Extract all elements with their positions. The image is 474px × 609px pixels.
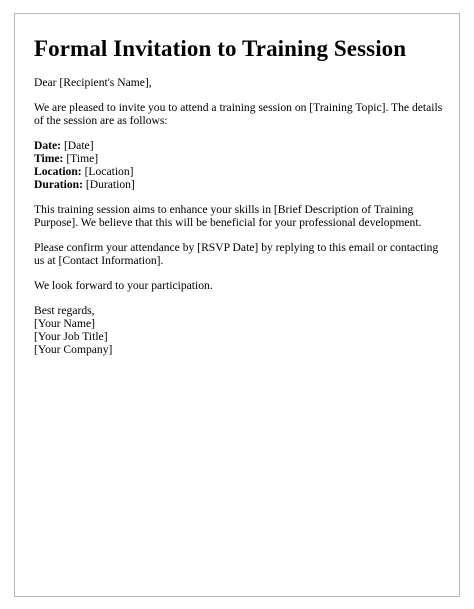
purpose-paragraph: This training session aims to enhance your skills in [Brief Description of Training Purpose]. We believe that this will be beneficial for your professional development.	[34, 203, 422, 229]
detail-value: [Location]	[81, 165, 134, 178]
letter-title: Formal Invitation to Training Session	[34, 36, 407, 61]
detail-label: Date:	[34, 139, 62, 152]
letter-page	[14, 13, 460, 597]
detail-value: [Duration]	[82, 178, 135, 191]
detail-location	[34, 165, 444, 178]
intro-paragraph: We are pleased to invite you to attend a training session on [Training Topic]. The details of the session are as follows:	[34, 101, 443, 127]
letter-content	[34, 36, 444, 356]
signoff: Best regards,	[34, 304, 95, 317]
detail-time	[34, 152, 444, 165]
detail-duration	[34, 178, 444, 191]
signature-name: [Your Name]	[34, 317, 95, 330]
detail-value: [Time]	[63, 152, 99, 165]
detail-label: Location:	[34, 165, 82, 178]
signature-job-title: [Your Job Title]	[34, 330, 108, 343]
detail-value: [Date]	[61, 139, 94, 152]
signature-company: [Your Company]	[34, 343, 113, 356]
signature-block	[34, 304, 444, 356]
detail-label: Time:	[34, 152, 64, 165]
rsvp-paragraph: Please confirm your attendance by [RSVP Date] by replying to this email or contacting us at [Contact Information].	[34, 241, 439, 267]
salutation: Dear [Recipient's Name],	[34, 76, 152, 89]
detail-label: Duration:	[34, 178, 83, 191]
session-details	[34, 139, 444, 191]
detail-date	[34, 139, 444, 152]
closing-line: We look forward to your participation.	[34, 279, 213, 292]
